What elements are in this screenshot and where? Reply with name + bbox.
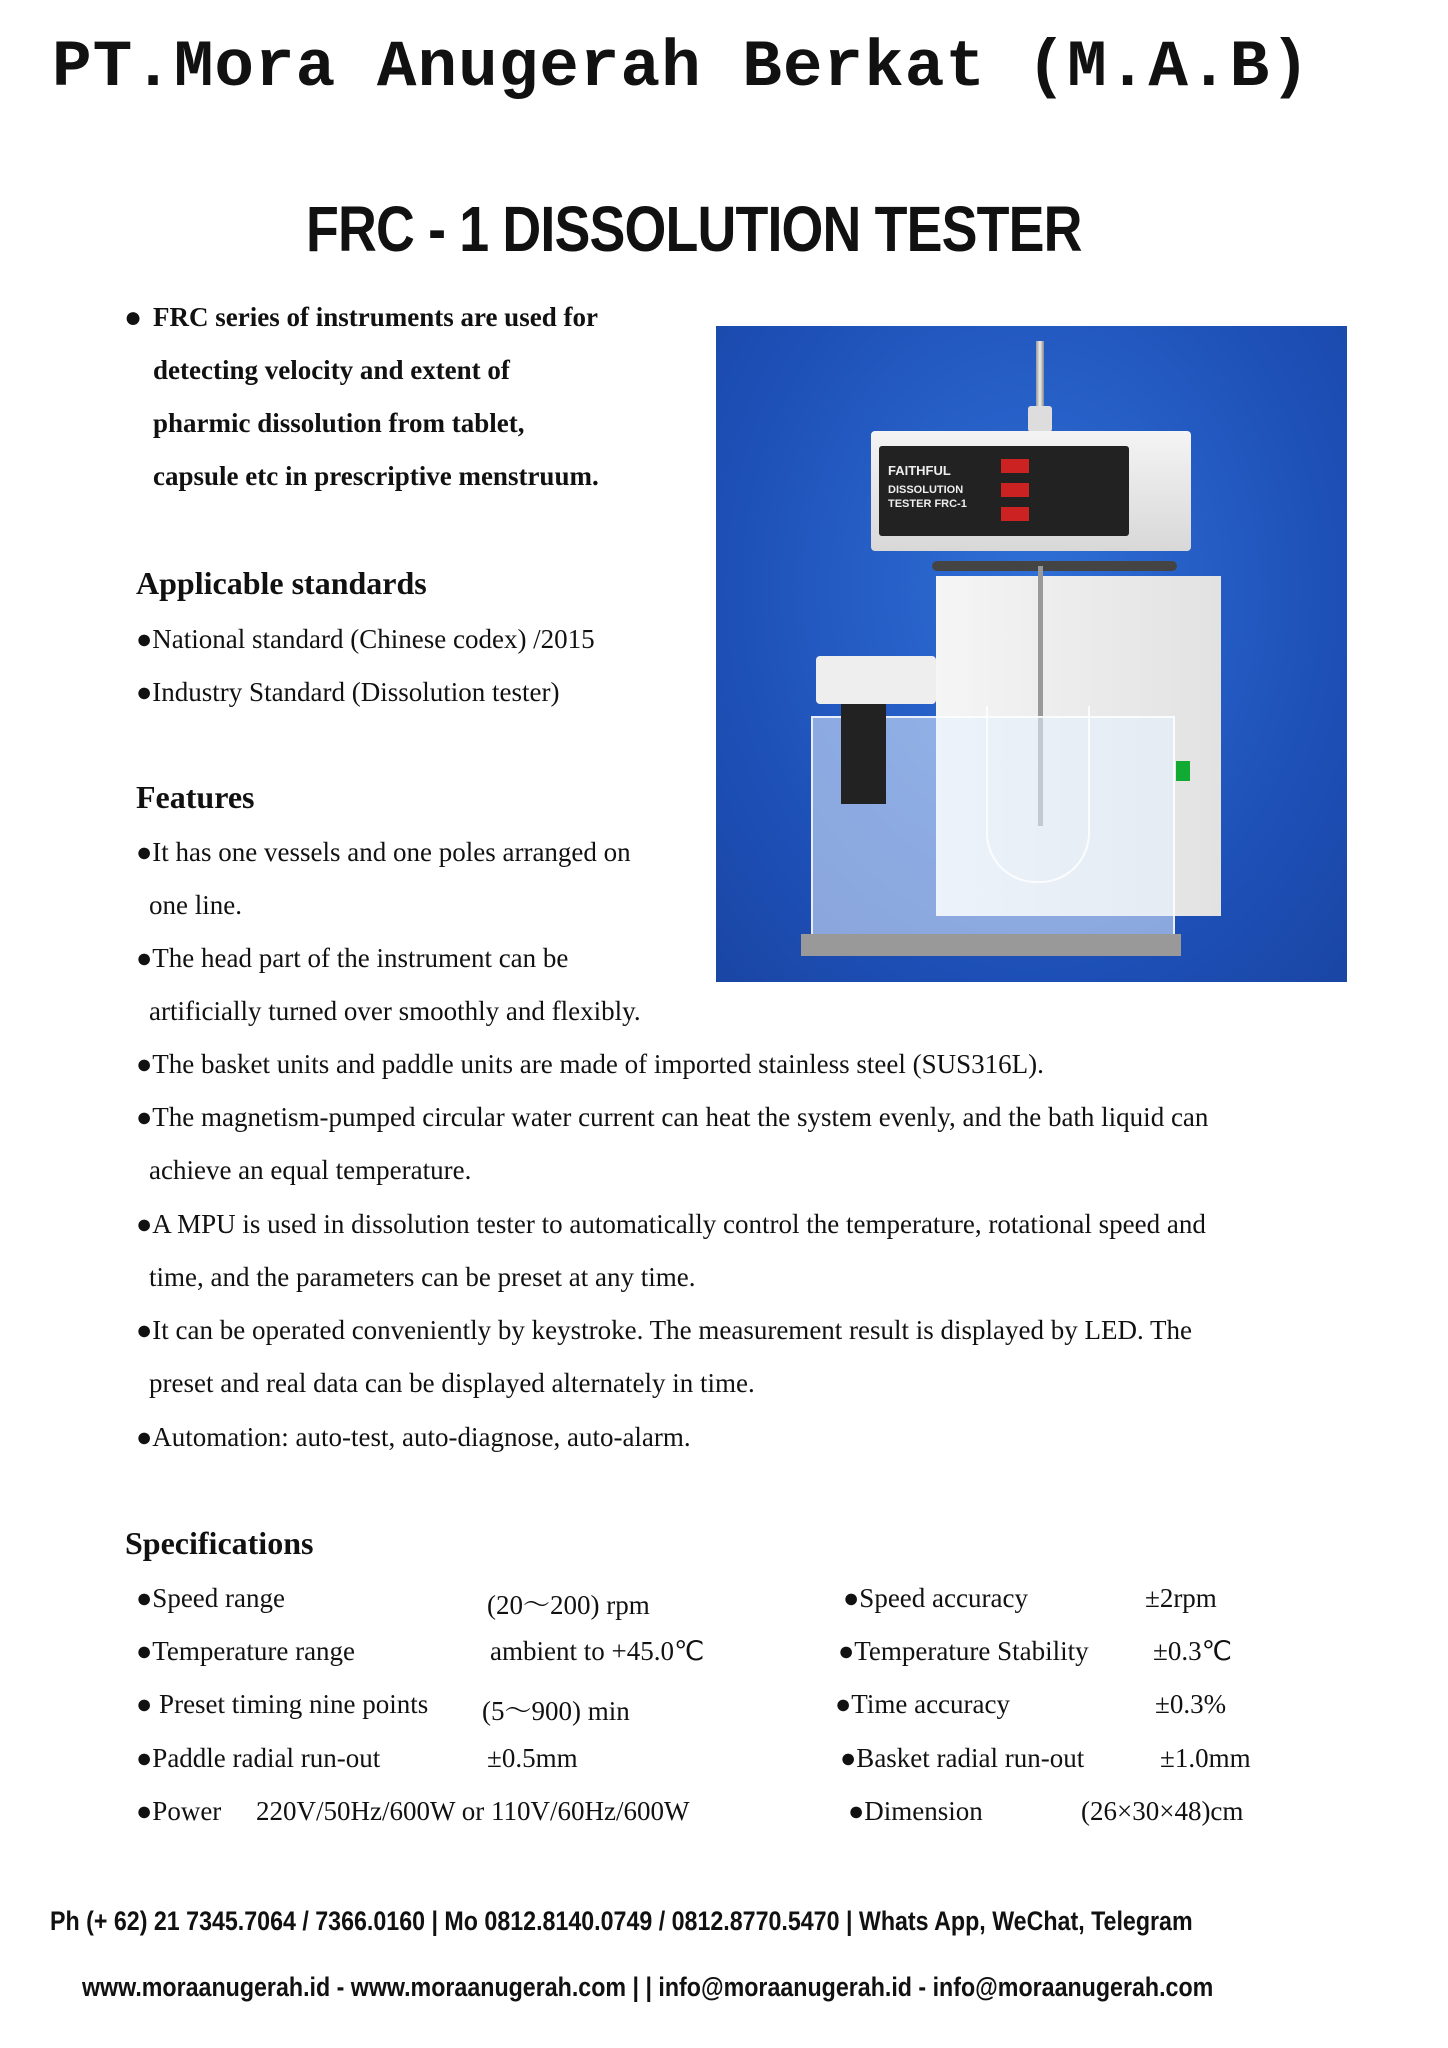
panel-model: TESTER FRC-1 [888, 498, 967, 510]
intro-line: detecting velocity and extent of [153, 355, 510, 385]
spec-value: 220V/50Hz/600W or 110V/60Hz/600W [256, 1796, 690, 1826]
standard-item: ●Industry Standard (Dissolution tester) [136, 677, 560, 707]
spec-label: ●Temperature Stability [838, 1636, 1089, 1666]
intro-line: FRC series of instruments are used for [153, 302, 598, 332]
feature-line: artificially turned over smoothly and flexibly. [149, 996, 641, 1026]
feature-line: achieve an equal temperature. [149, 1155, 472, 1185]
spec-value: ±0.3℃ [1153, 1636, 1232, 1666]
specs-heading: Specifications [125, 1525, 314, 1561]
bullet-icon: ● [124, 301, 143, 334]
spec-value: ±2rpm [1145, 1583, 1217, 1613]
features-heading: Features [136, 779, 255, 815]
spec-value: (20～200) rpm [487, 1590, 650, 1620]
panel-model: DISSOLUTION [888, 484, 964, 496]
spec-value: ±1.0mm [1160, 1743, 1251, 1773]
product-photo [716, 326, 1347, 982]
spec-value: ±0.5mm [487, 1743, 578, 1773]
spec-label: ●Temperature range [136, 1636, 356, 1666]
spec-label: ●Basket radial run-out [840, 1743, 1085, 1773]
feature-line: ●The basket units and paddle units are made of imported stainless steel (SUS316L). [136, 1049, 1044, 1079]
spec-label: ● Preset timing nine points [136, 1689, 429, 1719]
spec-label: ●Power [136, 1796, 222, 1826]
feature-line: ●It has one vessels and one poles arranged on [136, 837, 631, 867]
panel-brand: FAITHFUL [888, 463, 951, 478]
standards-heading: Applicable standards [136, 565, 427, 601]
feature-line: ●The head part of the instrument can be [136, 943, 569, 973]
footer-web: www.moraanugerah.id - www.moraanugerah.com | | info@moraanugerah.id - info@moraanugerah.com [82, 1972, 1214, 2002]
feature-line: ●It can be operated conveniently by keystroke. The measurement result is displayed by LED. The [136, 1315, 1192, 1345]
feature-line: time, and the parameters can be preset at any time. [149, 1262, 696, 1292]
feature-line: ●A MPU is used in dissolution tester to automatically control the temperature, rotational speed and [136, 1209, 1206, 1239]
feature-line: preset and real data can be displayed alternately in time. [149, 1368, 755, 1398]
footer-contact: Ph (+ 62) 21 7345.7064 / 7366.0160 | Mo 0812.8140.0749 / 0812.8770.5470 | Whats App, WeChat, Telegram [50, 1906, 1193, 1936]
spec-value: ambient to +45.0℃ [490, 1636, 705, 1666]
spec-label: ●Speed accuracy [843, 1583, 1028, 1613]
standard-item: ●National standard (Chinese codex) /2015 [136, 624, 595, 654]
spec-label: ●Time accuracy [835, 1689, 1010, 1719]
intro-line: capsule etc in prescriptive menstruum. [153, 461, 599, 491]
spec-value: ±0.3% [1155, 1689, 1227, 1719]
feature-line: one line. [149, 890, 242, 920]
intro-line: pharmic dissolution from tablet, [153, 408, 525, 438]
spec-label: ●Paddle radial run-out [136, 1743, 381, 1773]
product-title: FRC - 1 DISSOLUTION TESTER [306, 193, 1082, 265]
spec-value: (26×30×48)cm [1081, 1796, 1244, 1826]
spec-value: (5～900) min [482, 1696, 630, 1726]
feature-line: ●The magnetism-pumped circular water current can heat the system evenly, and the bath liquid can [136, 1102, 1209, 1132]
spec-label: ●Dimension [848, 1796, 983, 1826]
spec-label: ●Speed range [136, 1583, 286, 1613]
company-name: PT.Mora Anugerah Berkat (M.A.B) [52, 30, 1311, 105]
feature-line: ●Automation: auto-test, auto-diagnose, auto-alarm. [136, 1422, 691, 1452]
